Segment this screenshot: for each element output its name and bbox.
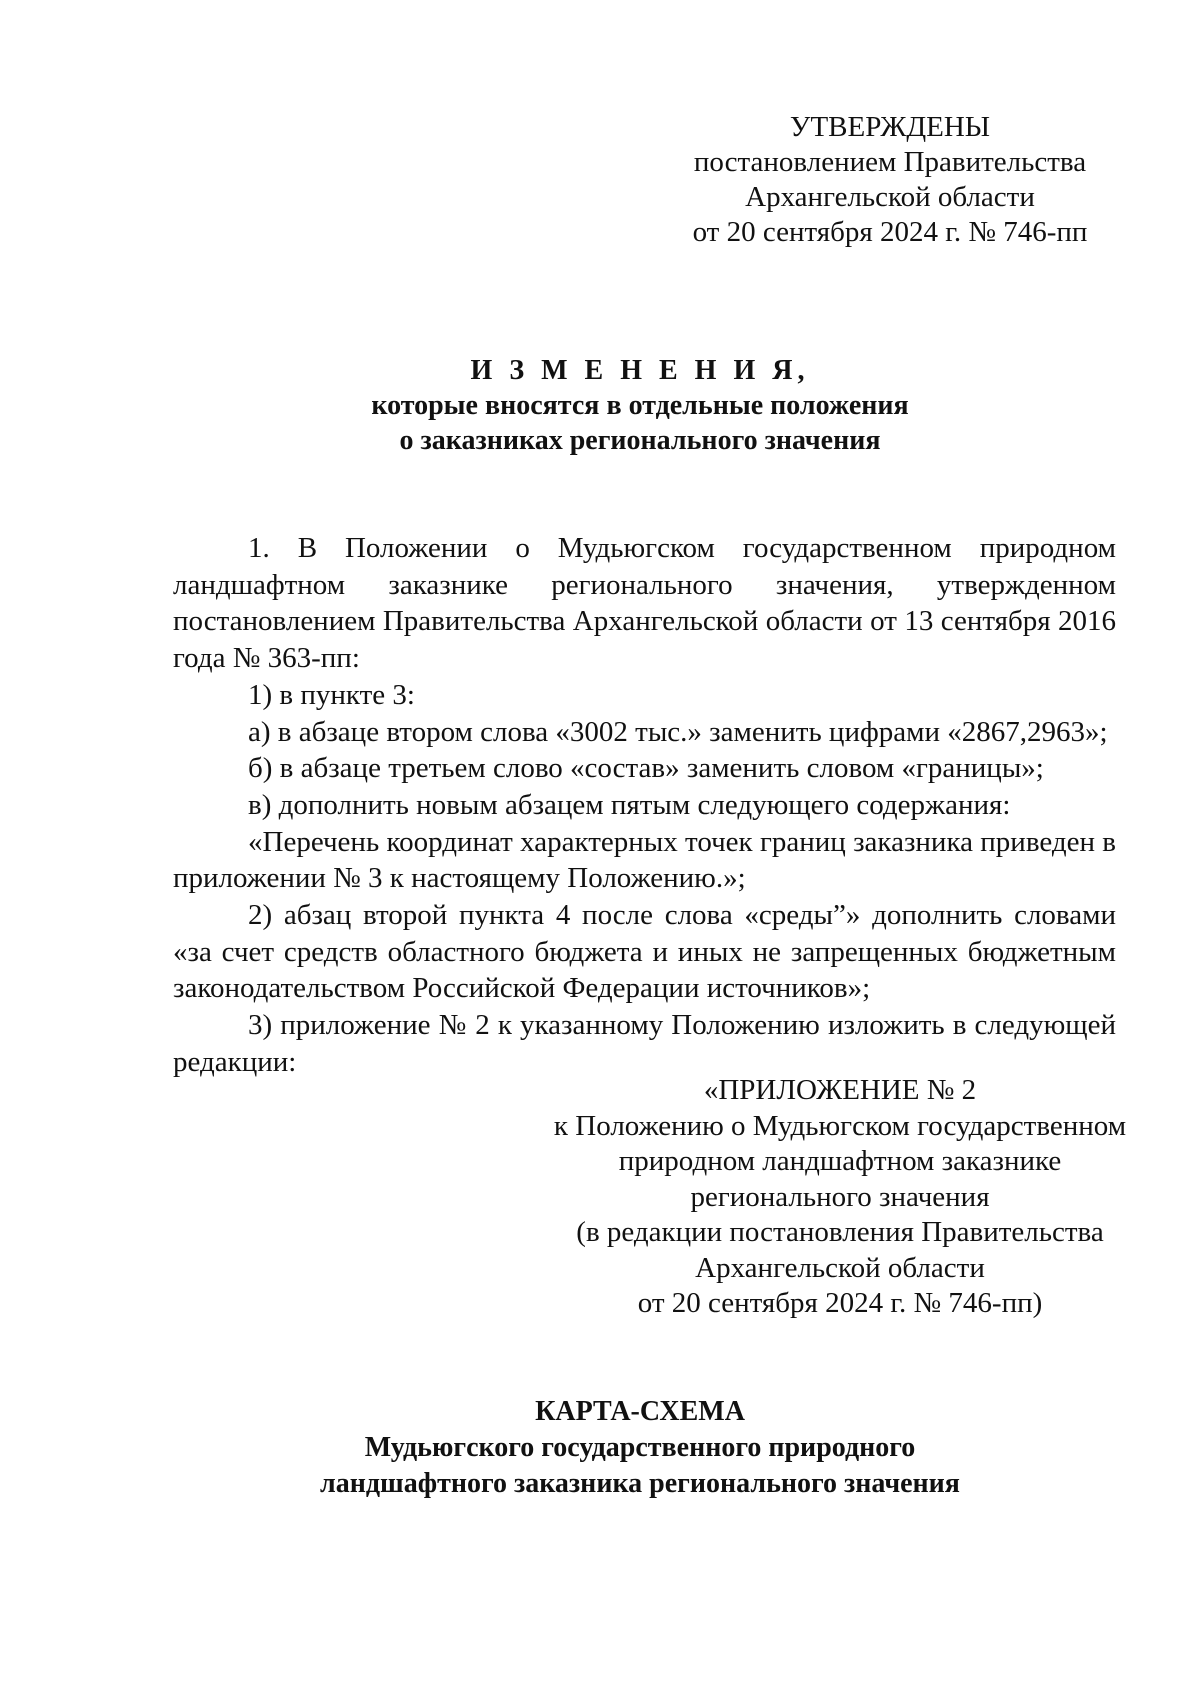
body-paragraph: 1) в пункте 3: [248,678,415,711]
map-title-subline: ландшафтного заказника регионального значения [320,1468,960,1499]
title-subline: о заказниках регионального значения [399,425,881,456]
body-paragraph: б) в абзаце третьем слово «состав» заменить словом «границы»; [248,752,1044,785]
appendix-line: природном ландшафтном заказнике [618,1145,1062,1177]
body-paragraph: а) в абзаце втором слова «3002 тыс.» заменить цифрами «2867,2963»; [248,715,1108,748]
body-paragraph: 1. В Положении о Мудьюгском государственном природном ландшафтном заказнике регионального значения, утвержденном постановлением Правительства Архангельской области от 13 сентября 2016 года № 363-пп: [173,532,1116,675]
map-title-heading: КАРТА-СХЕМА [535,1396,745,1427]
appendix-heading: «ПРИЛОЖЕНИЕ № 2 [703,1074,977,1106]
appendix-header-block [540,1073,1140,1322]
approval-stamp-block [660,110,1120,250]
approval-line: постановлением Правительства [693,146,1087,178]
document-body [173,530,1116,1081]
appendix-date-line: от 20 сентября 2024 г. № 746-пп) [637,1287,1043,1319]
appendix-line: Архангельской области [695,1251,985,1284]
appendix-line: регионального значения [690,1180,990,1213]
title-subline: которые вносятся в отдельные положения [371,390,909,421]
document-title [170,353,1110,458]
body-paragraph: 3) приложение № 2 к указанному Положению изложить в следующей редакции: [173,1009,1116,1078]
body-paragraph: 2) абзац второй пункта 4 после слова «среды”» дополнить словами «за счет средств областного бюджета и иных не запрещенных бюджетным законодательством Российской Федерации источников»; [173,899,1116,1005]
body-paragraph: в) дополнить новым абзацем пятым следующего содержания: [248,788,1011,821]
body-paragraph: «Перечень координат характерных точек границ заказника приведен в приложении № 3 к настоящему Положению.»; [173,825,1116,895]
appendix-line: к Положению о Мудьюгском государственном [553,1109,1127,1142]
approval-heading: УТВЕРЖДЕНЫ [789,111,991,143]
map-scheme-title [170,1394,1110,1502]
map-title-subline: Мудьюгского государственного природного [364,1432,916,1463]
title-heading: И З М Е Н Е Н И Я, [470,355,810,386]
appendix-line: (в редакции постановления Правительства [576,1216,1104,1248]
approval-line: Архангельской области [745,181,1035,213]
approval-date-line: от 20 сентября 2024 г. № 746-пп [692,216,1088,248]
